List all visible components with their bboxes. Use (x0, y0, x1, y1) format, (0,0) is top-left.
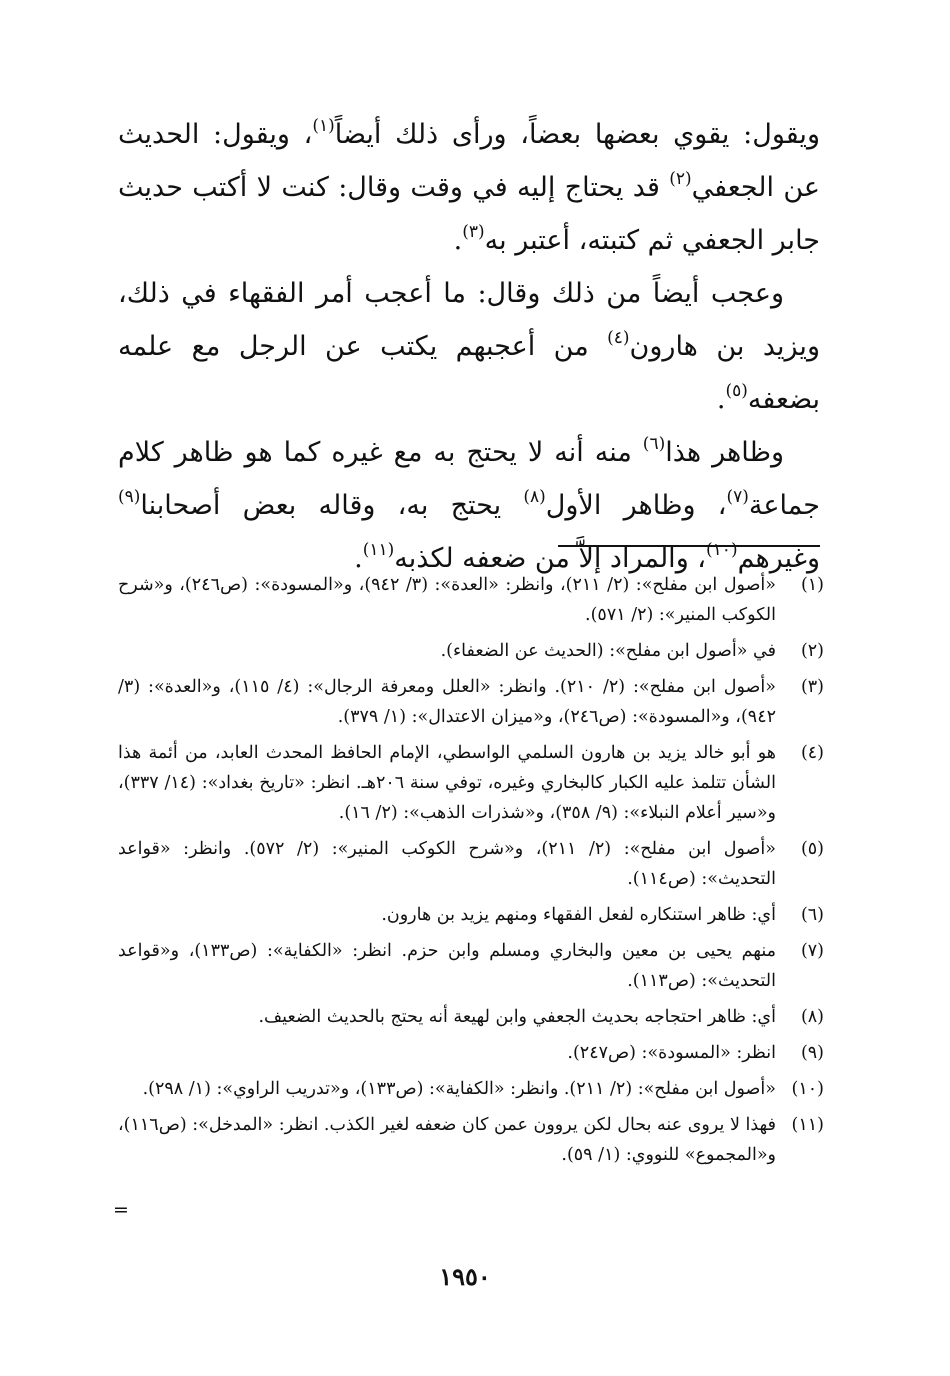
footnote-ref: (٥) (725, 381, 748, 401)
text-run: ويقول: يقوي بعضها بعضاً، ورأى ذلك أيضاً (334, 119, 820, 150)
footnote-number: (١) (800, 575, 824, 595)
main-text (118, 108, 820, 585)
footnote-ref: (١٠) (706, 540, 738, 560)
text-run: قد يحتاج إليه في وقت وقال: كنت لا أكتب حديث جابر الجعفي ثم كتبته، أعتبر به (118, 172, 820, 256)
footnote (118, 1038, 824, 1068)
footnote (118, 636, 824, 666)
footnotes (118, 570, 824, 1176)
text-run: منه أنه لا يحتج به مع غيره كما هو ظاهر كلام جماعة (118, 437, 820, 521)
continuation-mark: = (113, 1199, 129, 1221)
footnote-text: هو أبو خالد يزيد بن هارون السلمي الواسطي، الإمام الحافظ المحدث العابد، من أئمة هذا الشأن تتلمذ عليه الكبار كالبخاري وغيره، توفي سنة ٢٠٦هـ. انظر: «تاريخ بغداد»: (١٤/ ٣٣٧)، و«سير أعلام النبلاء»: (٩/ ٣٥٨)، و«شذرات الذهب»: (٢/ ١٦). (118, 743, 776, 823)
footnote-number: (٣) (800, 677, 824, 697)
footnote-text: انظر: «المسودة»: (ص٢٤٧). (567, 1043, 776, 1063)
footnote-text: منهم يحيى بن معين والبخاري ومسلم وابن حزم. انظر: «الكفاية»: (ص١٣٣)، و«قواعد التحديث»: (ص١١٣). (118, 941, 776, 991)
footnote (118, 738, 824, 828)
text-run: من أعجبهم يكتب عن الرجل مع علمه بضعفه (118, 331, 820, 415)
footnote-ref: (١١) (362, 540, 395, 560)
footnote-ref: (٤) (607, 328, 630, 348)
footnote-number: (٨) (800, 1007, 824, 1027)
footnote (118, 1074, 824, 1104)
text-run: . (354, 543, 363, 574)
footnote (118, 936, 824, 996)
footnote-number: (٧) (800, 941, 824, 961)
footnote (118, 900, 824, 930)
footnote-text: «أصول ابن مفلح»: (٢/ ٢١١)، وانظر: «العدة»: (٣/ ٩٤٢)، و«المسودة»: (ص٢٤٦)، و«شرح الكوكب المنير»: (٢/ ٥٧١). (118, 575, 776, 625)
footnote-number: (١٠) (791, 1079, 824, 1099)
text-run: وظاهر هذا (665, 437, 784, 468)
footnote-number: (٥) (800, 839, 824, 859)
footnote-number: (٢) (800, 641, 824, 661)
text-run: يحتج به، وقاله بعض أصحابنا (140, 490, 524, 521)
footnote-ref: (٨) (523, 487, 546, 507)
footnote (118, 834, 824, 894)
footnote (118, 672, 824, 732)
text-run: ، والمراد إلاَّ من ضعفه لكذبه (394, 543, 707, 574)
footnote-number: (٦) (800, 905, 824, 925)
footnote-ref: (٢) (669, 169, 692, 189)
footnote-text: «أصول ابن مفلح»: (٢/ ٢١١). وانظر: «الكفاية»: (ص١٣٣)، و«تدريب الراوي»: (١/ ٢٩٨). (142, 1079, 776, 1099)
footnote-text: أي: ظاهر احتجاجه بحديث الجعفي وابن لهيعة أنه يحتج بالحديث الضعيف. (258, 1007, 776, 1027)
text-run: ، ويقول: الحديث عن الجعفي (118, 119, 820, 203)
footnote-text: «أصول ابن مفلح»: (٢/ ٢١٠). وانظر: «العلل ومعرفة الرجال»: (٤/ ١١٥)، و«العدة»: (٣/ ٩٤٢)، و«المسودة»: (ص٢٤٦)، و«ميزان الاعتدال»: (١/ ٣٧٩). (118, 677, 776, 727)
footnote-ref: (٧) (726, 487, 749, 507)
footnote-number: (١١) (791, 1115, 824, 1135)
footnote-ref: (٩) (118, 487, 141, 507)
footnote-number: (٩) (800, 1043, 824, 1063)
footnote-text: «أصول ابن مفلح»: (٢/ ٢١١)، و«شرح الكوكب المنير»: (٢/ ٥٧٢). وانظر: «قواعد التحديث»: (ص١١٤). (118, 839, 776, 889)
footnote-number: (٤) (800, 743, 824, 763)
footnote (118, 1002, 824, 1032)
text-run: وغيرهم (737, 543, 820, 574)
footnote-text: أي: ظاهر استنكاره لفعل الفقهاء ومنهم يزيد بن هارون. (381, 905, 776, 925)
footnote-separator (558, 545, 820, 547)
footnote (118, 570, 824, 630)
paragraph-2 (118, 267, 820, 426)
paragraph-3 (118, 426, 820, 585)
text-run: . (453, 225, 463, 256)
footnote (118, 1110, 824, 1170)
footnote-ref: (٦) (642, 434, 666, 454)
footnote-ref: (٣) (462, 222, 485, 242)
footnote-text: فهذا لا يروى عنه بحال لكن يروون عمن كان ضعفه لغير الكذب. انظر: «المدخل»: (ص١١٦)، و«المجموع» للنووي: (١/ ٥٩). (118, 1115, 776, 1165)
text-run: . (716, 384, 726, 415)
footnote-text: في «أصول ابن مفلح»: (الحديث عن الضعفاء). (440, 641, 776, 661)
page-number: ١٩٥٠ (439, 1262, 491, 1291)
footnote-ref: (١) (312, 116, 335, 136)
text-run: وعجب أيضاً من ذلك وقال: ما أعجب أمر الفقهاء في ذلك، ويزيد بن هارون (118, 278, 820, 362)
paragraph-1 (118, 108, 820, 267)
text-run: ، وظاهر الأول (545, 490, 727, 521)
